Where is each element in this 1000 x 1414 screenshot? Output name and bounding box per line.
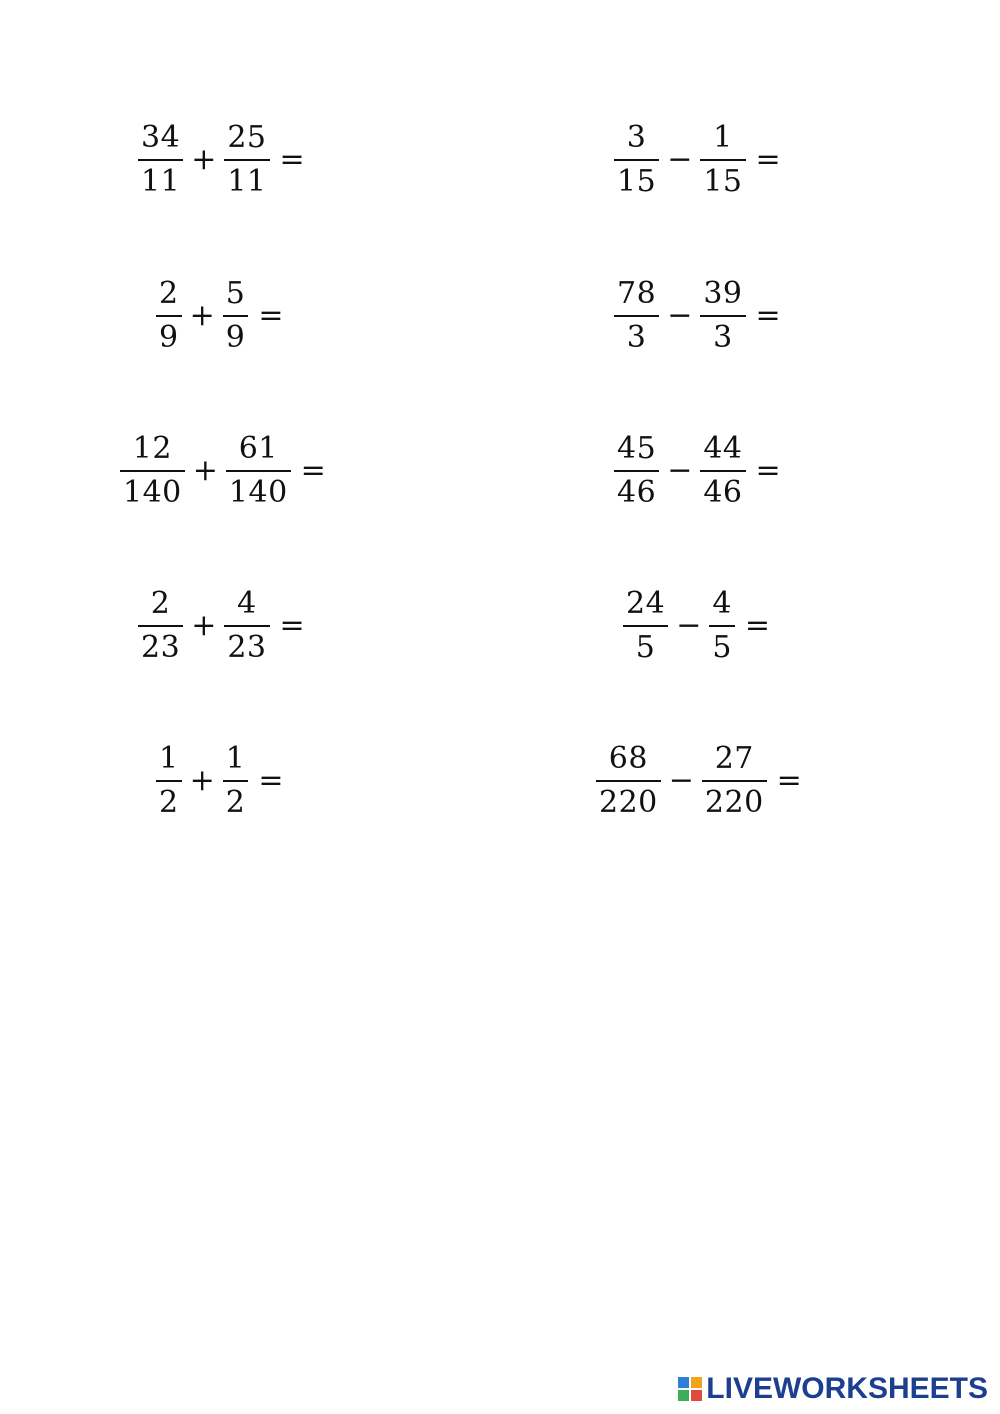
denominator: 220: [704, 785, 764, 820]
equals-sign: =: [300, 453, 326, 488]
minus-sign: −: [667, 142, 693, 177]
denominator: 23: [227, 630, 267, 665]
addition-problem-4: [136, 581, 305, 671]
equals-sign: =: [755, 453, 781, 488]
numerator: 34: [141, 120, 181, 155]
denominator: 23: [141, 630, 181, 665]
logo-square-3: [678, 1390, 689, 1401]
plus-sign: +: [191, 608, 217, 643]
minus-sign: −: [667, 453, 693, 488]
plus-sign: +: [191, 142, 217, 177]
equals-sign: =: [744, 608, 771, 643]
fraction: [707, 586, 737, 665]
minus-sign: −: [676, 608, 702, 643]
numerator: 2: [159, 276, 179, 311]
numerator: 45: [617, 431, 657, 466]
fraction: [700, 741, 769, 820]
addition-problem-5: [154, 736, 283, 826]
plus-sign: +: [192, 453, 218, 488]
fraction: [621, 586, 670, 665]
denominator: 140: [228, 475, 288, 510]
denominator: 46: [703, 475, 743, 510]
fraction: [118, 431, 187, 510]
logo-square-4: [691, 1390, 702, 1401]
denominator: 140: [123, 475, 182, 510]
logo-text: LIVEWORKSHEETS: [706, 1372, 988, 1405]
equals-sign: =: [755, 298, 781, 333]
numerator: 24: [626, 586, 666, 621]
numerator: 78: [617, 276, 657, 311]
equals-sign: =: [279, 608, 305, 643]
denominator: 15: [703, 164, 743, 199]
numerator: 12: [132, 431, 172, 466]
liveworksheets-logo: [678, 1372, 988, 1406]
subtraction-problem-2: [612, 271, 781, 361]
denominator: 9: [225, 320, 246, 355]
fraction: [612, 276, 661, 355]
denominator: 220: [599, 785, 658, 820]
numerator: 3: [626, 120, 647, 155]
numerator: 4: [712, 586, 732, 621]
equals-sign: =: [279, 142, 305, 177]
plus-sign: +: [189, 298, 215, 333]
equals-sign: =: [755, 142, 781, 177]
numerator: 27: [714, 741, 754, 776]
denominator: 3: [713, 320, 733, 355]
addition-problem-3: [118, 426, 326, 516]
addition-problem-1: [136, 115, 305, 205]
fraction: [698, 431, 747, 510]
logo-mark-icon: [678, 1377, 702, 1401]
fraction: [612, 120, 661, 199]
fraction: [698, 120, 747, 199]
fraction: [221, 276, 251, 355]
denominator: 11: [141, 164, 181, 199]
subtraction-problem-5: [594, 736, 802, 826]
numerator: 68: [608, 741, 648, 776]
denominator: 5: [712, 630, 732, 665]
fraction: [222, 586, 271, 665]
numerator: 44: [703, 431, 743, 466]
fraction: [224, 431, 293, 510]
denominator: 3: [626, 320, 647, 355]
subtraction-problem-3: [612, 426, 781, 516]
denominator: 9: [159, 320, 179, 355]
denominator: 11: [227, 164, 267, 199]
minus-sign: −: [667, 298, 693, 333]
denominator: 15: [617, 164, 657, 199]
subtraction-problem-4: [621, 581, 770, 671]
fraction: [154, 741, 184, 820]
numerator: 2: [150, 586, 171, 621]
subtraction-problem-1: [612, 115, 781, 205]
equals-sign: =: [258, 763, 284, 798]
denominator: 46: [617, 475, 657, 510]
fraction: [136, 586, 185, 665]
denominator: 5: [635, 630, 656, 665]
fraction: [154, 276, 184, 355]
numerator: 61: [238, 431, 278, 466]
logo-square-2: [691, 1377, 702, 1388]
fraction: [594, 741, 663, 820]
equals-sign: =: [776, 763, 802, 798]
numerator: 1: [159, 741, 179, 776]
fraction: [136, 120, 185, 199]
plus-sign: +: [189, 763, 215, 798]
denominator: 2: [225, 785, 246, 820]
minus-sign: −: [668, 763, 694, 798]
fraction: [221, 741, 251, 820]
equals-sign: =: [258, 298, 284, 333]
fraction: [222, 120, 271, 199]
numerator: 1: [225, 741, 246, 776]
numerator: 4: [237, 586, 257, 621]
numerator: 1: [713, 120, 733, 155]
logo-square-1: [678, 1377, 689, 1388]
fraction: [612, 431, 661, 510]
numerator: 5: [225, 276, 246, 311]
fraction: [698, 276, 747, 355]
denominator: 2: [159, 785, 179, 820]
numerator: 25: [227, 120, 267, 155]
addition-problem-2: [154, 271, 283, 361]
numerator: 39: [703, 276, 743, 311]
